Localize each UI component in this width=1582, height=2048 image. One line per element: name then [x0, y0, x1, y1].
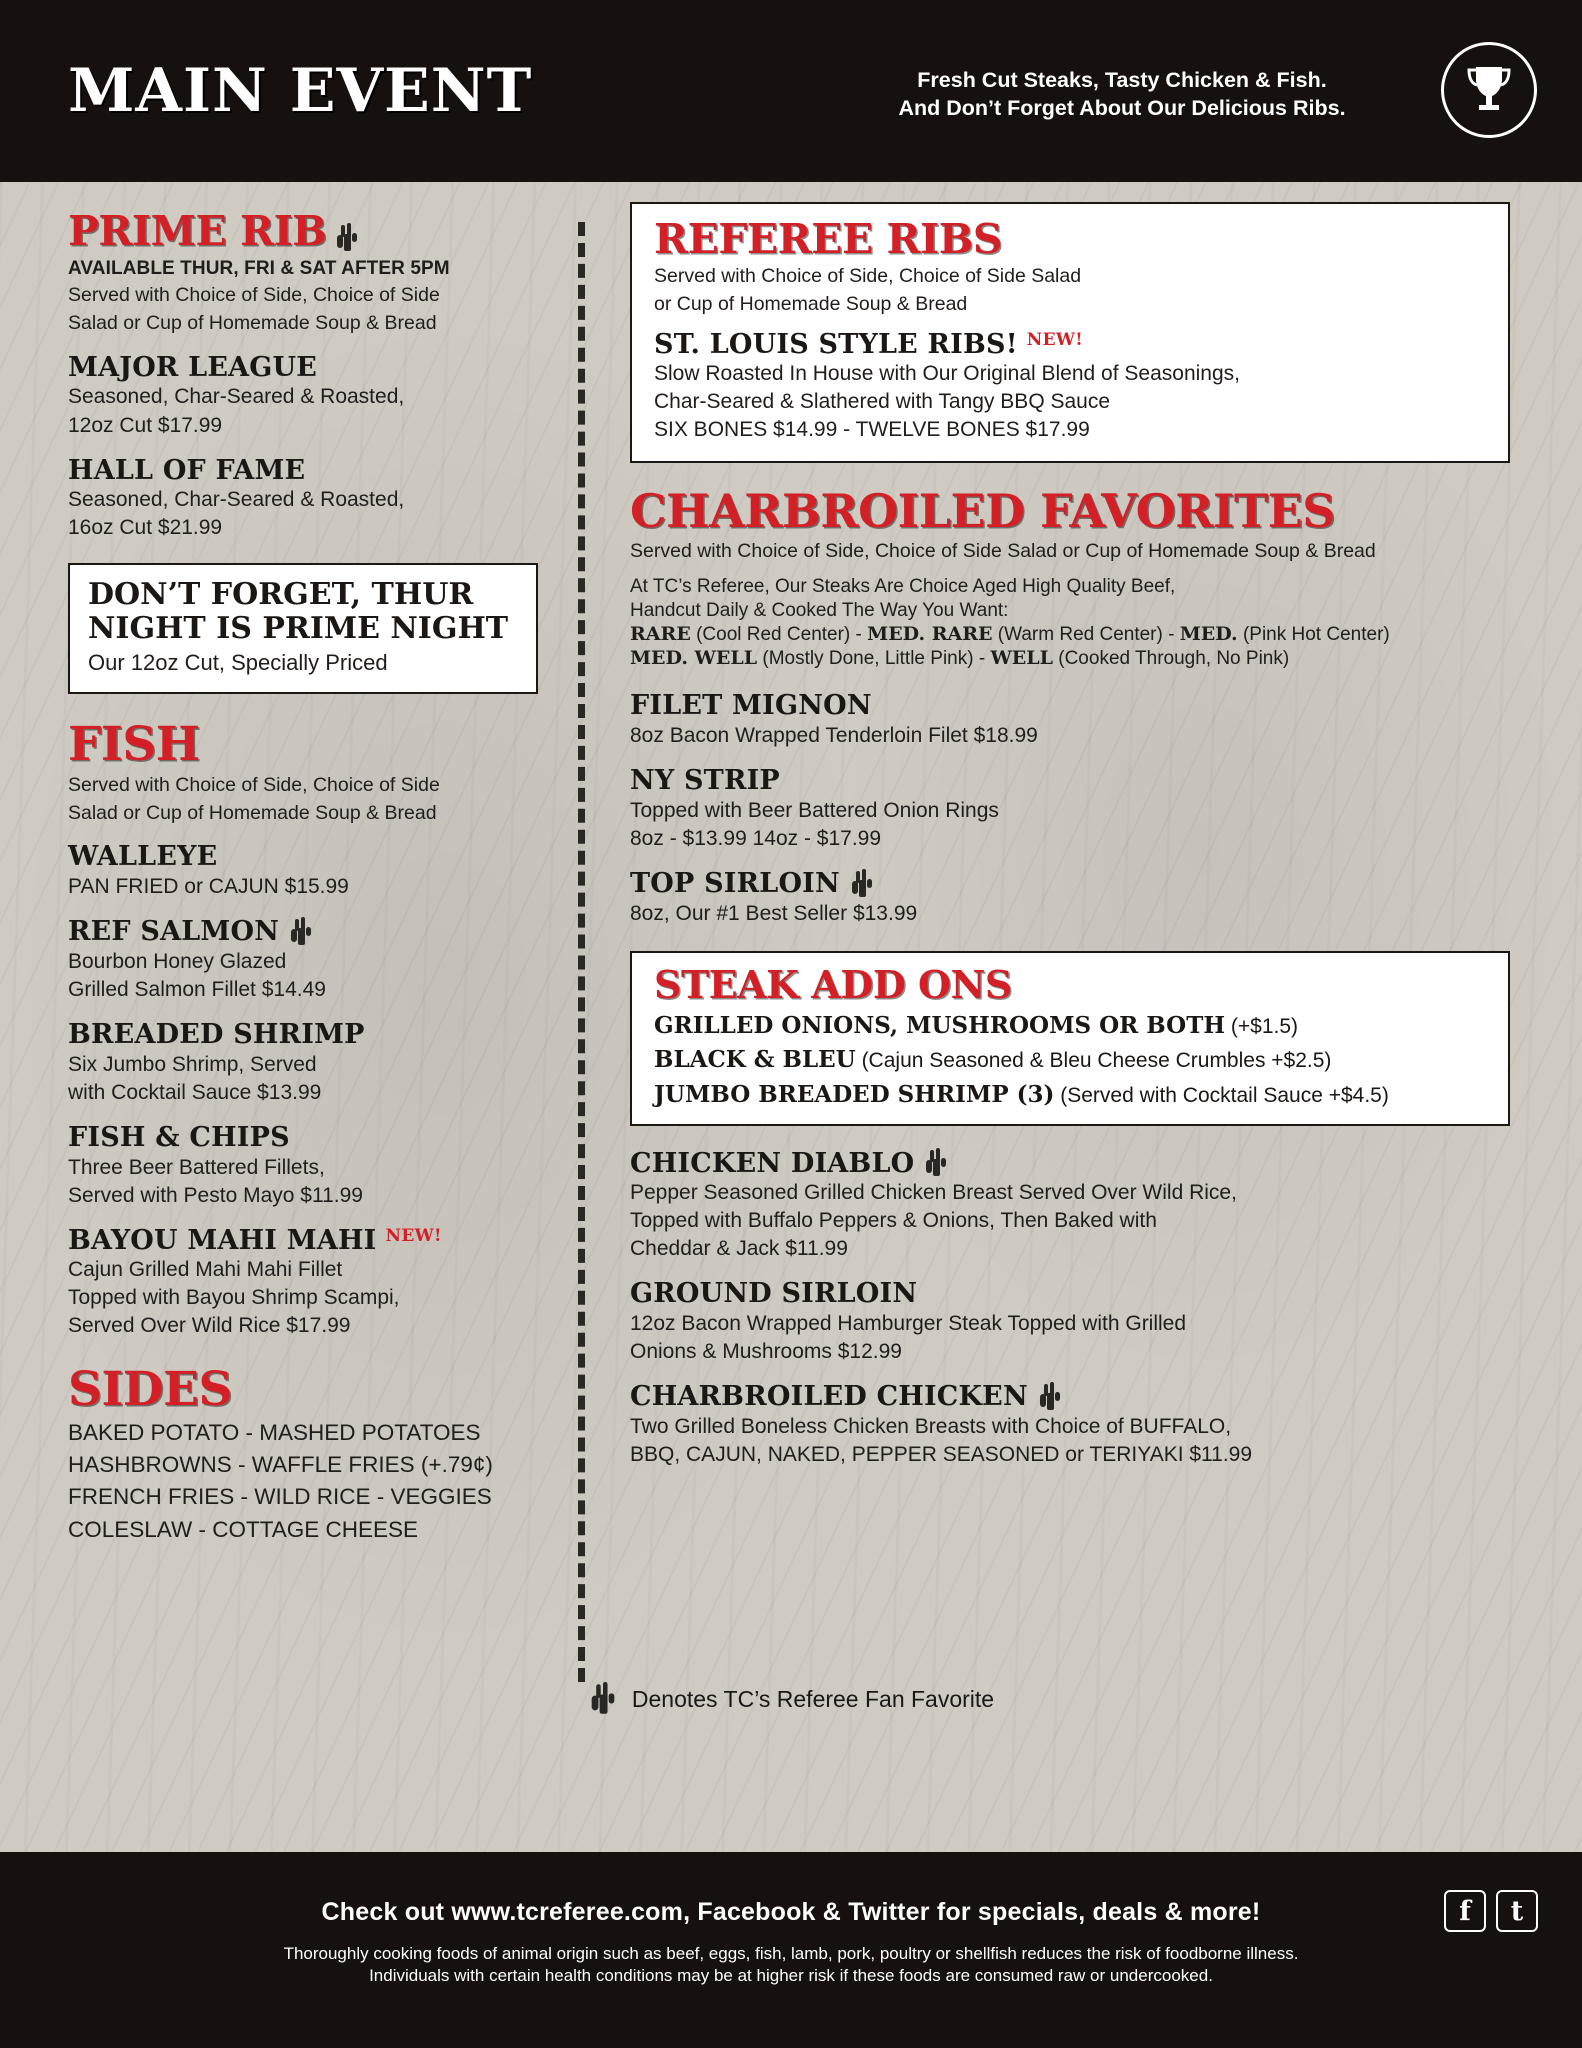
item-desc-line: Served Over Wild Rice $17.99	[68, 1314, 351, 1338]
item-name: GROUND SIRLOIN	[630, 1278, 918, 1310]
menu-item	[654, 330, 1488, 444]
menu-item	[630, 1148, 1510, 1262]
column-divider	[578, 222, 585, 1682]
temp-med-well-label: MED. WELL	[630, 647, 758, 670]
disclaimer-line-1: Thoroughly cooking foods of animal origin such as beef, eggs, fish, lamb, pork, poultry or shellfish reduces the risk of foodborne illness.	[283, 1944, 1299, 1963]
add-on-name: JUMBO BREADED SHRIMP (3)	[654, 1080, 1055, 1108]
item-name: REF SALMON	[68, 916, 280, 948]
section-heading-add-ons	[654, 961, 1488, 1007]
section-sides	[68, 1362, 568, 1543]
ribs-served-2: or Cup of Homemade Soup & Bread	[654, 292, 968, 315]
section-heading-fish	[68, 717, 568, 773]
item-name: TOP SIRLOIN	[630, 867, 840, 899]
item-desc-line: Char-Seared & Slathered with Tangy BBQ Sauce	[654, 390, 1111, 414]
prime-night-callout	[68, 563, 538, 694]
fish-heading-text: FISH	[68, 717, 200, 773]
fan-favorite-icon	[334, 223, 360, 253]
prime-rib-availability: AVAILABLE THUR, FRI & SAT AFTER 5PM	[68, 258, 450, 280]
item-desc-line: BBQ, CAJUN, NAKED, PEPPER SEASONED or TERIYAKI $11.99	[630, 1443, 1253, 1467]
item-name: ST. LOUIS STYLE RIBS!	[654, 328, 1018, 360]
item-desc-line: Topped with Buffalo Peppers & Onions, Then Baked with	[630, 1209, 1157, 1233]
fan-favorite-icon	[923, 1148, 949, 1178]
add-on-price: (Cajun Seasoned & Bleu Cheese Crumbles +$2.5)	[855, 1049, 1332, 1073]
item-desc-line: Cajun Grilled Mahi Mahi Fillet	[68, 1258, 343, 1282]
item-desc-line: Six Jumbo Shrimp, Served	[68, 1052, 317, 1076]
fan-favorite-icon	[849, 869, 875, 899]
section-heading-prime-rib	[68, 207, 568, 255]
header-tagline	[842, 66, 1402, 123]
menu-item	[630, 766, 1510, 852]
trophy-icon	[1441, 42, 1537, 138]
item-name: FILET MIGNON	[630, 690, 872, 722]
ribs-served-1: Served with Choice of Side, Choice of Side Salad	[654, 265, 1082, 288]
item-name-row	[68, 1226, 568, 1256]
fan-favorite-legend-text: Denotes TC’s Referee Fan Favorite	[631, 1685, 995, 1712]
twitter-icon[interactable]: t	[1496, 1890, 1538, 1932]
item-desc-line: Bourbon Honey Glazed	[68, 950, 287, 974]
social-links	[1444, 1890, 1538, 1932]
left-column	[68, 207, 568, 1544]
ribs-heading-text: REFEREE RIBS	[654, 215, 1003, 263]
add-on-price: (+$1.5)	[1225, 1014, 1299, 1038]
fan-favorite-icon	[588, 1682, 618, 1716]
item-desc-line: PAN FRIED or CAJUN $15.99	[68, 875, 349, 899]
item-desc-line: Topped with Bayou Shrimp Scampi,	[68, 1286, 400, 1310]
add-on-name: GRILLED ONIONS, MUSHROOMS OR BOTH	[654, 1011, 1226, 1039]
add-on-row	[654, 1081, 1488, 1109]
item-name: WALLEYE	[68, 841, 218, 873]
steak-add-ons-callout	[630, 951, 1510, 1127]
temp-med-well-desc: (Mostly Done, Little Pink) -	[757, 648, 991, 670]
item-desc-line: Cheddar & Jack $11.99	[630, 1237, 848, 1261]
temp-well-label: WELL	[990, 647, 1053, 670]
item-desc-line: SIX BONES $14.99 - TWELVE BONES $17.99	[654, 418, 1090, 442]
add-on-name: BLACK & BLEU	[654, 1046, 856, 1074]
item-desc-line: Slow Roasted In House with Our Original Blend of Seasonings,	[654, 362, 1240, 386]
fan-favorite-icon	[1037, 1382, 1063, 1412]
menu-item	[630, 869, 1510, 927]
item-desc-line: Three Beer Battered Fillets,	[68, 1155, 325, 1179]
item-name: HALL OF FAME	[68, 454, 306, 486]
item-desc-line: Pepper Seasoned Grilled Chicken Breast Served Over Wild Rice,	[630, 1181, 1237, 1205]
steak-temps-line-1	[630, 623, 1510, 647]
section-heading-referee-ribs	[654, 215, 1488, 263]
item-name: CHARBROILED CHICKEN	[630, 1381, 1028, 1413]
item-desc-line: Two Grilled Boneless Chicken Breasts with Choice of BUFFALO,	[630, 1415, 1232, 1439]
item-name: NY STRIP	[630, 764, 780, 796]
sides-line: FRENCH FRIES - WILD RICE - VEGGIES	[68, 1484, 492, 1510]
page-title: MAIN EVENT	[68, 56, 533, 126]
item-name: BREADED SHRIMP	[68, 1019, 365, 1051]
right-column	[630, 202, 1510, 1468]
tagline-line-2: And Don’t Forget About Our Delicious Ribs.	[898, 96, 1346, 121]
sides-line: COLESLAW - COTTAGE CHEESE	[68, 1516, 419, 1542]
prime-rib-heading-text: PRIME RIB	[68, 207, 327, 255]
prime-night-title-2: NIGHT IS PRIME NIGHT	[88, 610, 509, 646]
temp-med-rare-desc: (Warm Red Center) -	[992, 624, 1180, 646]
item-name: BAYOU MAHI MAHI	[68, 1224, 377, 1256]
item-desc-line: Served with Pesto Mayo $11.99	[68, 1183, 363, 1207]
menu-item	[630, 1382, 1510, 1468]
tagline-line-1: Fresh Cut Steaks, Tasty Chicken & Fish.	[917, 68, 1327, 92]
item-name-row	[68, 917, 568, 947]
sides-heading-text: SIDES	[68, 1362, 232, 1418]
item-name-row	[630, 1382, 1510, 1412]
menu-body	[0, 182, 1582, 1852]
temp-well-desc: (Cooked Through, No Pink)	[1052, 648, 1290, 670]
item-desc-line: Onions & Mushrooms $12.99	[630, 1340, 902, 1364]
steak-note-line: At TC’s Referee, Our Steaks Are Choice Aged High Quality Beef,	[630, 576, 1176, 598]
item-desc-line: Topped with Beer Battered Onion Rings	[630, 798, 999, 822]
temp-med-label: MED.	[1179, 623, 1238, 646]
menu-item	[68, 842, 568, 900]
prime-night-title-1: DON’T FORGET, THUR	[88, 577, 474, 613]
add-ons-heading-text: STEAK ADD ONS	[654, 961, 1012, 1007]
referee-ribs-callout	[630, 202, 1510, 463]
section-heading-charbroiled	[630, 484, 1510, 539]
item-desc-line: 16oz Cut $21.99	[68, 516, 223, 540]
item-desc-line: 8oz Bacon Wrapped Tenderloin Filet $18.99	[630, 723, 1038, 747]
temp-med-rare-label: MED. RARE	[867, 623, 993, 646]
sides-line: BAKED POTATO - MASHED POTATOES	[68, 1419, 481, 1445]
temp-rare-desc: (Cool Red Center) -	[690, 624, 868, 646]
section-charbroiled-favorites	[630, 484, 1510, 926]
item-name: CHICKEN DIABLO	[630, 1147, 915, 1179]
add-on-price: (Served with Cocktail Sauce +$4.5)	[1054, 1083, 1389, 1107]
item-desc-line: Seasoned, Char-Seared & Roasted,	[68, 385, 405, 409]
item-desc-line: 8oz, Our #1 Best Seller $13.99	[630, 901, 918, 925]
prime-rib-served-1: Served with Choice of Side, Choice of Side	[68, 284, 440, 307]
add-on-row	[654, 1046, 1488, 1074]
prime-rib-served-2: Salad or Cup of Homemade Soup & Bread	[68, 312, 437, 334]
steak-temperature-note	[630, 575, 1510, 671]
charbroiled-served: Served with Choice of Side, Choice of Side Salad or Cup of Homemade Soup & Bread	[630, 539, 1376, 562]
page-footer	[0, 1852, 1582, 2048]
menu-item	[68, 456, 568, 542]
facebook-icon[interactable]: f	[1444, 1890, 1486, 1932]
item-name: MAJOR LEAGUE	[68, 351, 318, 383]
menu-item	[68, 1020, 568, 1106]
section-chicken-items	[630, 1148, 1510, 1468]
fish-served-1: Served with Choice of Side, Choice of Side	[68, 773, 440, 796]
steak-note-line: Handcut Daily & Cooked The Way You Want:	[630, 600, 1009, 622]
item-desc-line: Seasoned, Char-Seared & Roasted,	[68, 488, 405, 512]
add-on-row	[654, 1012, 1488, 1040]
fan-favorite-legend	[0, 1682, 1582, 1716]
item-desc-line: 12oz Cut $17.99	[68, 413, 223, 437]
section-prime-rib	[68, 207, 568, 541]
temp-rare-label: RARE	[630, 623, 691, 646]
new-badge: NEW!	[1026, 330, 1084, 351]
charbroiled-heading-text: CHARBROILED FAVORITES	[630, 484, 1336, 539]
sides-line: HASHBROWNS - WAFFLE FRIES (+.79¢)	[68, 1452, 493, 1478]
item-desc-line: 8oz - $13.99 14oz - $17.99	[630, 826, 882, 850]
temp-med-desc: (Pink Hot Center)	[1237, 624, 1390, 646]
footer-promo-text: Check out www.tcreferee.com, Facebook & Twitter for specials, deals & more!	[321, 1898, 1261, 1926]
item-desc-line: Grilled Salmon Fillet $14.49	[68, 978, 326, 1002]
menu-item	[68, 353, 568, 439]
menu-item	[630, 691, 1510, 749]
item-desc-line: with Cocktail Sauce $13.99	[68, 1080, 322, 1104]
item-name-row	[654, 330, 1488, 360]
section-fish	[68, 717, 568, 1339]
prime-night-sub: Our 12oz Cut, Specially Priced	[88, 650, 388, 676]
page-header	[0, 0, 1582, 182]
item-desc-line: 12oz Bacon Wrapped Hamburger Steak Topped with Grilled	[630, 1312, 1187, 1336]
item-name: FISH & CHIPS	[68, 1121, 290, 1153]
menu-item	[630, 1279, 1510, 1365]
item-name-row	[630, 1148, 1510, 1178]
fan-favorite-icon	[288, 917, 314, 947]
footer-disclaimer	[0, 1943, 1582, 1987]
steak-temps-line-2	[630, 647, 1510, 671]
fish-served-2: Salad or Cup of Homemade Soup & Bread	[68, 801, 437, 824]
disclaimer-line-2: Individuals with certain health conditions may be at higher risk if these foods are consumed raw or undercooked.	[369, 1966, 1213, 1986]
new-badge: NEW!	[385, 1226, 442, 1247]
menu-item	[68, 1226, 568, 1340]
section-heading-sides	[68, 1362, 568, 1418]
menu-item	[68, 1123, 568, 1209]
item-name-row	[630, 869, 1510, 899]
menu-item	[68, 917, 568, 1003]
